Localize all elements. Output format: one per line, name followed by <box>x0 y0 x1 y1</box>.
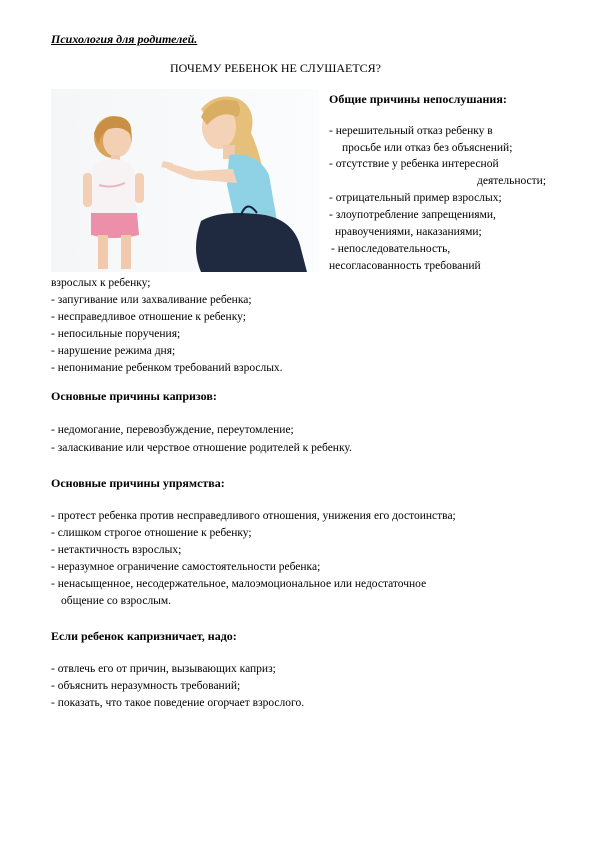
mother-scolding-child-photo <box>51 89 319 272</box>
list-item: - отрицательный пример взрослых; <box>329 192 502 204</box>
list-item: нравоучениями, наказаниями; <box>335 226 482 238</box>
list-item: - нерешительный отказ ребенку в <box>329 125 493 137</box>
list-item: - неразумное ограничение самостоятельности ребенка; <box>51 561 321 573</box>
list-item: - непосильные поручения; <box>51 328 181 340</box>
stubbornness-heading: Основные причины упрямства: <box>51 476 225 490</box>
page-title: ПОЧЕМУ РЕБЕНОК НЕ СЛУШАЕТСЯ? <box>170 61 381 75</box>
whims-heading: Основные причины капризов: <box>51 389 217 403</box>
list-item: - недомогание, перевозбуждение, переутомление; <box>51 424 294 436</box>
list-item: - объяснить неразумность требований; <box>51 680 241 692</box>
list-item: - слишком строгое отношение к ребенку; <box>51 527 252 539</box>
list-item: - непоследовательность, <box>331 243 451 255</box>
list-item: - нетактичность взрослых; <box>51 544 182 556</box>
list-item: - заласкивание или черствое отношение родителей к ребенку. <box>51 442 352 454</box>
list-item: - протест ребенка против несправедливого отношения, унижения его достоинства; <box>51 510 456 522</box>
list-item: - злоупотребление запрещениями, <box>329 209 496 221</box>
list-item: взрослых к ребенку; <box>51 277 151 289</box>
list-item: просьбе или отказ без объяснений; <box>342 142 513 154</box>
list-item: общение со взрослым. <box>61 595 172 607</box>
list-item: - отсутствие у ребенка интересной <box>329 158 499 170</box>
list-item: - непонимание ребенком требований взрослых. <box>51 362 283 374</box>
disobedience-heading: Общие причины непослушания: <box>329 92 507 106</box>
list-item: - запугивание или захваливание ребенка; <box>51 294 252 306</box>
list-item: деятельности; <box>477 175 547 187</box>
page-header: Психология для родителей. <box>51 32 198 46</box>
list-item: несогласованность требований <box>329 260 481 272</box>
list-item: - показать, что такое поведение огорчает взрослого. <box>51 697 305 709</box>
advice-heading: Если ребенок капризничает, надо: <box>51 629 237 643</box>
list-item: - несправедливое отношение к ребенку; <box>51 311 246 323</box>
list-item: - ненасыщенное, несодержательное, малоэмоциональное или недостаточное <box>51 578 427 590</box>
list-item: - нарушение режима дня; <box>51 345 176 357</box>
list-item: - отвлечь его от причин, вызывающих каприз; <box>51 663 276 675</box>
